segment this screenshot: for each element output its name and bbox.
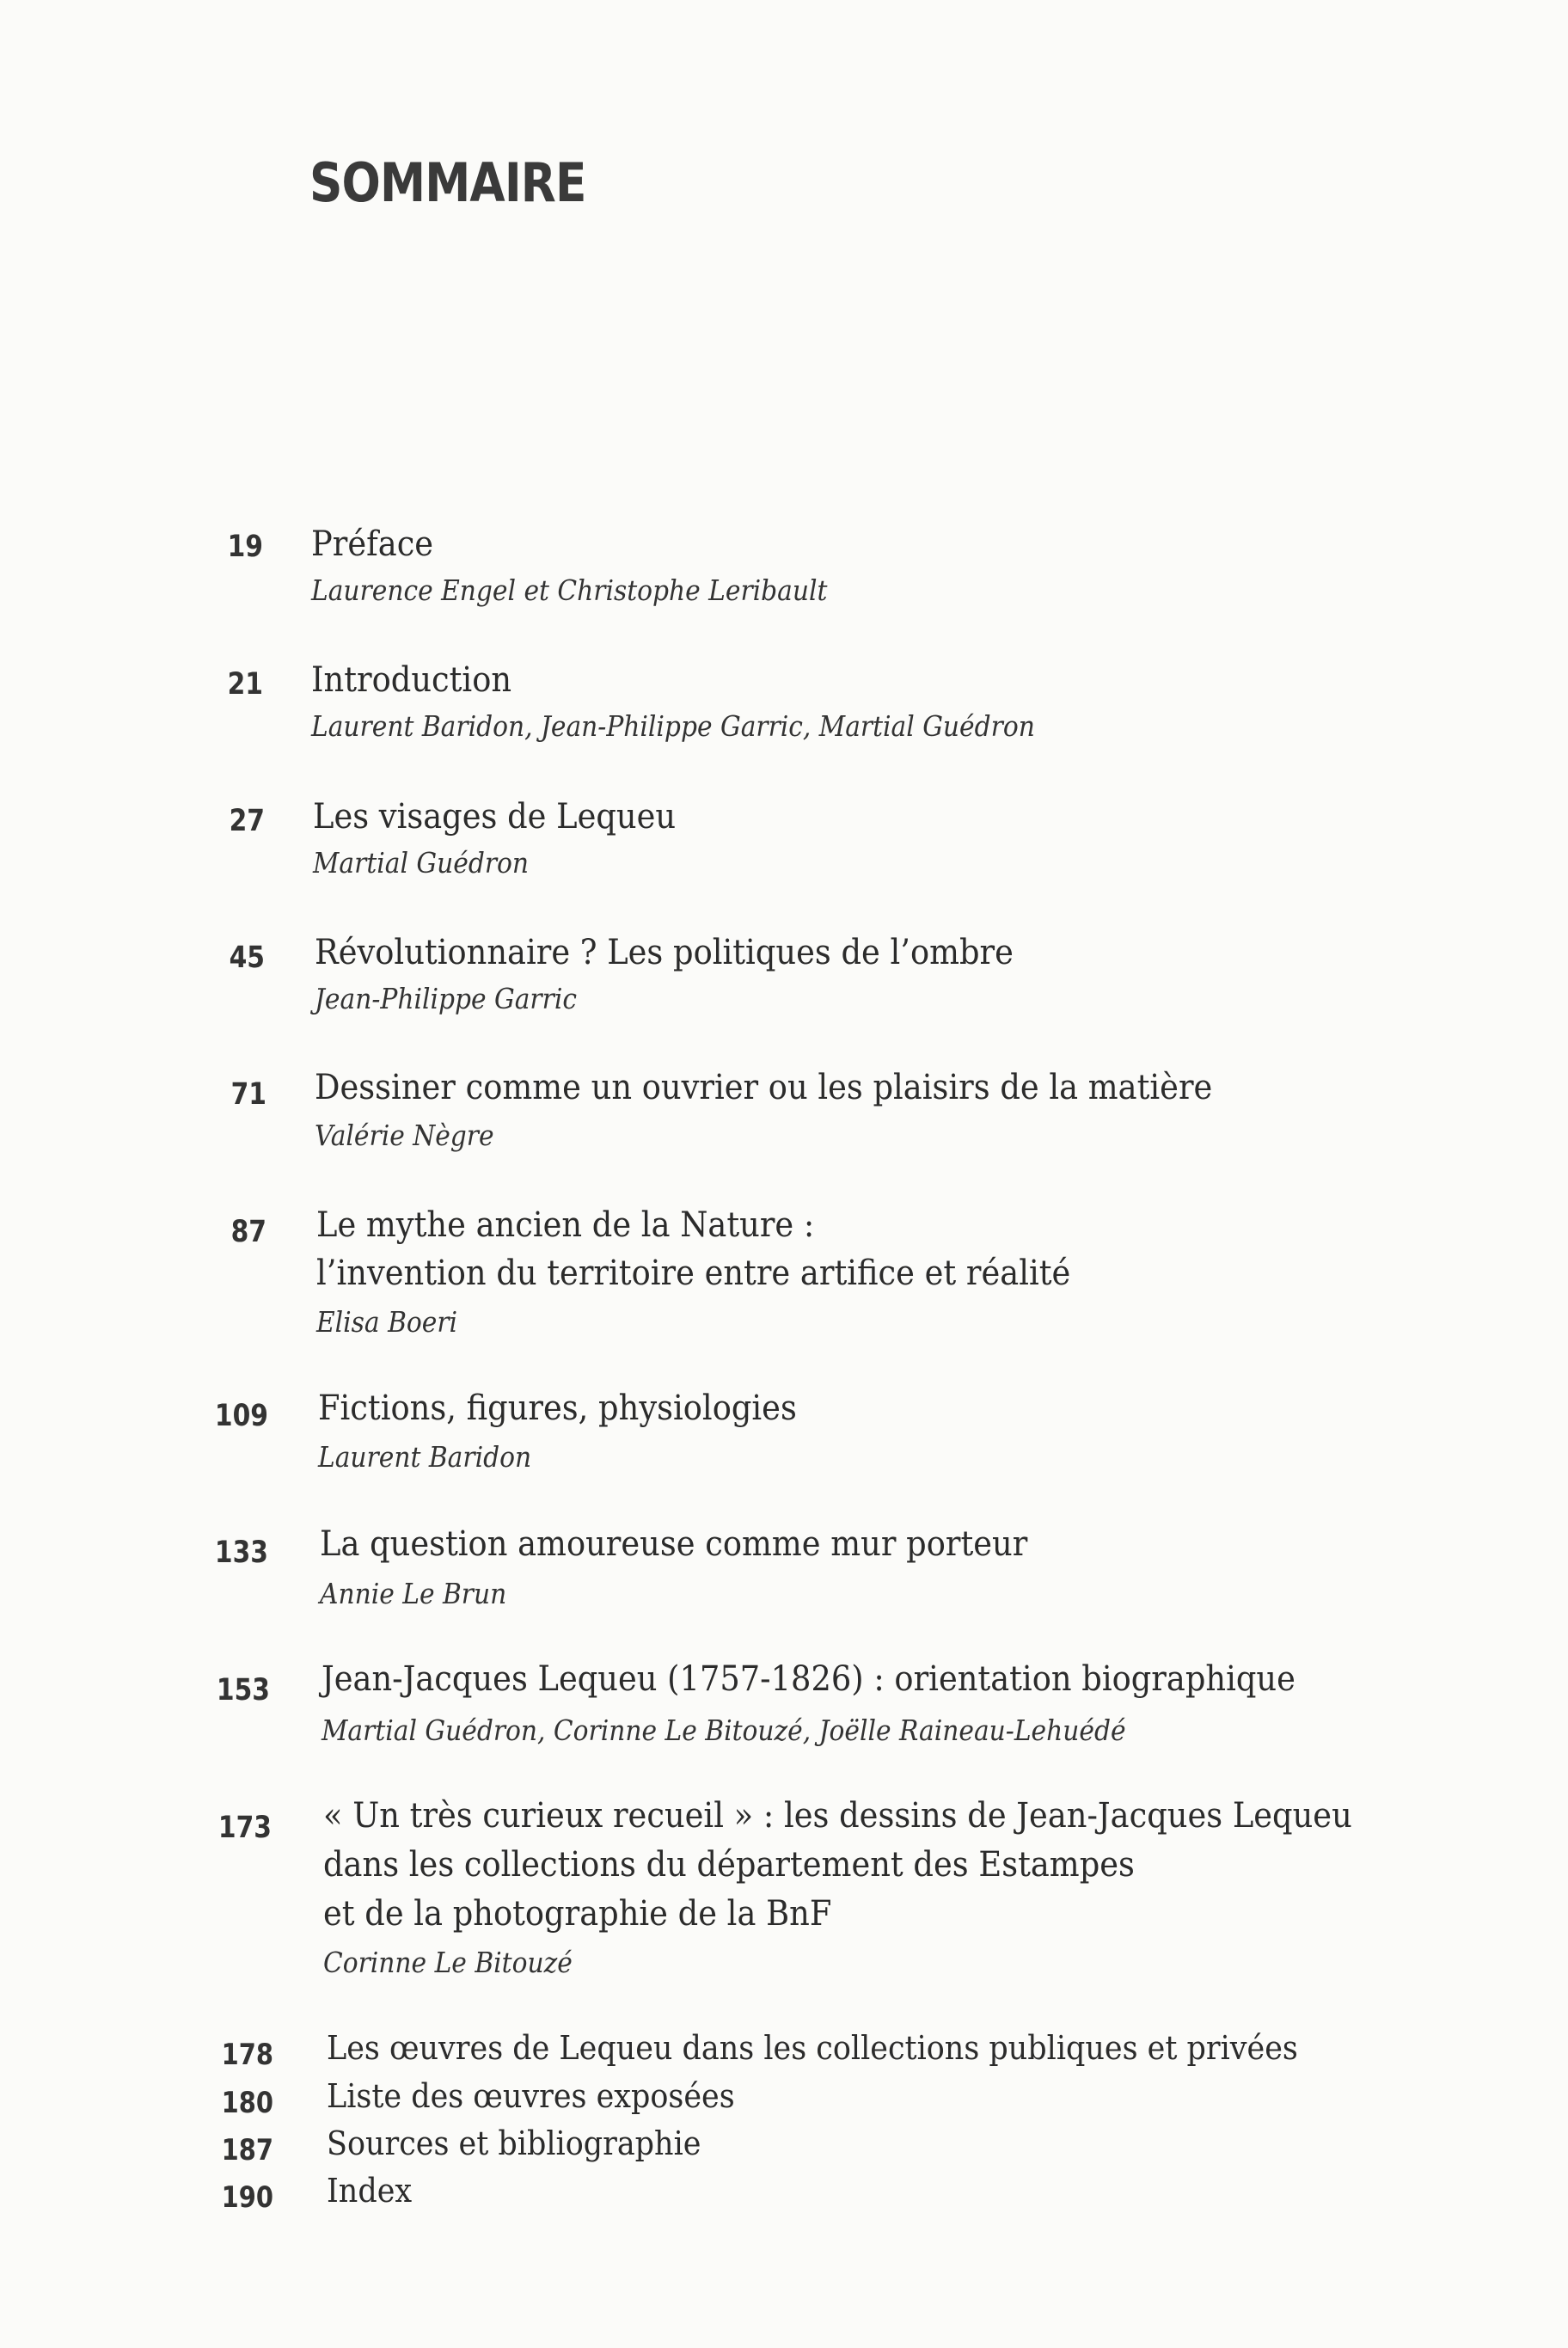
toc-entry-author: Corinne Le Bitouzé [323,1946,573,1979]
toc-entry-title-line: et de la photographie de la BnF [323,1894,832,1934]
toc-entry-title: « Un très curieux recueil » : les dessins de Jean-Jacques Lequeu [323,1796,1352,1836]
toc-page-number: 19 [227,530,263,564]
toc-page-number: 71 [230,1077,266,1112]
toc-entry-title: Le mythe ancien de la Nature : [316,1205,815,1245]
toc-entry-title: Introduction [311,660,512,700]
toc-entry-author: Annie Le Brun [320,1577,507,1610]
toc-entry-title: Révolutionnaire ? Les politiques de l’ombre [315,933,1014,972]
toc-page-number: 21 [227,667,263,702]
annex-title: Liste des œuvres exposées [327,2077,735,2115]
annex-page-number: 187 [221,2133,273,2167]
toc-page-number: 133 [214,1536,268,1570]
toc-page-number: 27 [229,804,265,838]
toc-entry-author: Valérie Nègre [315,1119,494,1152]
toc-entry-title: La question amoureuse comme mur porteur [320,1524,1028,1564]
toc-entry-title: Préface [311,524,434,564]
toc-entry-author: Martial Guédron, Corinne Le Bitouzé, Joëlle Raineau-Lehuédé [322,1713,1126,1747]
toc-entry-author: Laurent Baridon [318,1440,532,1474]
page-title: SOMMAIRE [309,151,586,214]
toc-entry-title-line: l’invention du territoire entre artifice et réalité [316,1254,1071,1293]
toc-entry-title: Les visages de Lequeu [313,797,677,837]
toc-entry-author: Martial Guédron [313,846,530,880]
toc-page-number: 173 [217,1811,272,1845]
toc-page-number: 153 [216,1673,270,1707]
toc-page-number: 87 [230,1215,266,1249]
annex-page-number: 178 [221,2038,273,2072]
toc-entry-author: Laurence Engel et Christophe Leribault [311,573,828,607]
toc-entry-author: Jean-Philippe Garric [315,982,577,1015]
toc-entry-title: Fictions, figures, physiologies [318,1389,797,1428]
annex-title: Index [327,2172,413,2210]
annex-title: Sources et bibliographie [327,2124,701,2162]
toc-page-number: 109 [214,1399,268,1433]
toc-entry-title: Jean-Jacques Lequeu (1757-1826) : orientation biographique [322,1659,1295,1699]
toc-entry-author: Laurent Baridon, Jean-Philippe Garric, Martial Guédron [311,709,1035,743]
annex-title: Les œuvres de Lequeu dans les collections publiques et privées [327,2029,1298,2067]
toc-entry-author: Elisa Boeri [316,1305,458,1339]
annex-page-number: 190 [221,2180,273,2215]
toc-entry-title: Dessiner comme un ouvrier ou les plaisirs de la matière [315,1068,1213,1107]
toc-entry-title-line: dans les collections du département des Estampes [323,1845,1135,1885]
toc-page-number: 45 [229,941,265,975]
annex-page-number: 180 [221,2086,273,2120]
